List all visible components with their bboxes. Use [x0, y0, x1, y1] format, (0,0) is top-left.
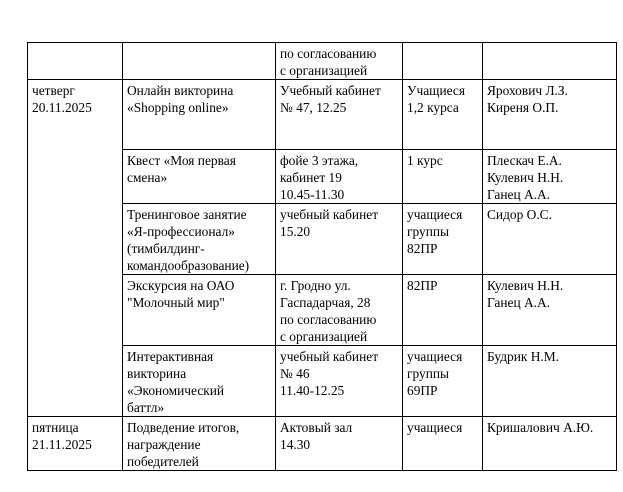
- place-cell: [276, 150, 403, 204]
- event-line: викторина: [127, 366, 187, 381]
- responsible-cell: [483, 150, 617, 204]
- event-line: Подведение итогов,: [127, 420, 240, 435]
- responsible-line: Киреня О.П.: [487, 100, 559, 115]
- event-line: «Я-профессионал»: [127, 224, 235, 239]
- place-line: 14.30: [280, 437, 311, 452]
- place-line: № 46: [280, 366, 310, 381]
- date-cell: [28, 80, 123, 417]
- audience-line: группы: [407, 366, 450, 381]
- event-cell: [123, 204, 276, 275]
- event-line: «Shopping online»: [127, 100, 229, 115]
- table-row: [28, 43, 617, 80]
- event-line: Тренинговое занятие: [127, 207, 247, 222]
- event-line: награждение: [127, 437, 201, 452]
- schedule-table: [27, 42, 617, 471]
- event-cell: [123, 275, 276, 346]
- place-line: учебный кабинет: [280, 349, 379, 364]
- event-cell: [123, 346, 276, 417]
- date-line: 21.11.2025: [32, 437, 92, 452]
- audience-cell: [403, 43, 483, 80]
- place-line: 15.20: [280, 224, 311, 239]
- event-line: победителей: [127, 454, 199, 469]
- audience-cell: [403, 80, 483, 150]
- place-line: Гаспадарчая, 28: [280, 295, 371, 310]
- responsible-line: Ганец А.А.: [487, 187, 551, 202]
- audience-line: 1,2 курса: [407, 100, 459, 115]
- responsible-cell: [483, 43, 617, 80]
- place-line: учебный кабинет: [280, 207, 379, 222]
- event-line: (тимбилдинг-: [127, 241, 205, 256]
- place-cell: [276, 80, 403, 150]
- place-line: кабинет 19: [280, 170, 342, 185]
- audience-line: 69ПР: [407, 383, 438, 398]
- audience-cell: [403, 275, 483, 346]
- responsible-cell: [483, 275, 617, 346]
- date-line: четверг: [32, 83, 75, 98]
- event-line: командообразование): [127, 258, 250, 273]
- responsible-line: Будрик Н.М.: [487, 349, 560, 364]
- audience-line: учащиеся: [407, 349, 463, 364]
- place-cell: [276, 346, 403, 417]
- event-line: Экскурсия на ОАО: [127, 278, 235, 293]
- date-cell: [28, 43, 123, 80]
- place-line: Учебный кабинет: [280, 83, 381, 98]
- responsible-line: Ярохович Л.З.: [487, 83, 568, 98]
- place-line: фойе 3 этажа,: [280, 153, 359, 168]
- place-line: 11.40-12.25: [280, 383, 345, 398]
- place-cell: [276, 417, 403, 471]
- event-line: Интерактивная: [127, 349, 214, 364]
- place-cell: [276, 275, 403, 346]
- place-line: Актовый зал: [280, 420, 353, 435]
- table-row: [28, 417, 617, 471]
- event-line: баттл»: [127, 400, 165, 415]
- audience-line: 82ПР: [407, 241, 438, 256]
- responsible-cell: [483, 80, 617, 150]
- audience-cell: [403, 204, 483, 275]
- place-line: по согласованию: [280, 46, 377, 61]
- date-cell: [28, 417, 123, 471]
- audience-cell: [403, 150, 483, 204]
- responsible-line: Кришалович А.Ю.: [487, 420, 594, 435]
- event-line: Онлайн викторина: [127, 83, 234, 98]
- place-line: 10.45-11.30: [280, 187, 345, 202]
- date-line: пятница: [32, 420, 79, 435]
- audience-line: 1 курс: [407, 153, 443, 168]
- audience-line: Учащиеся: [407, 83, 466, 98]
- responsible-cell: [483, 346, 617, 417]
- place-line: с организацией: [280, 329, 368, 344]
- responsible-line: Ганец А.А.: [487, 295, 551, 310]
- event-cell: [123, 417, 276, 471]
- responsible-cell: [483, 204, 617, 275]
- responsible-line: Кулевич Н.Н.: [487, 170, 564, 185]
- table-row: [28, 80, 617, 150]
- responsible-cell: [483, 417, 617, 471]
- place-cell: [276, 43, 403, 80]
- place-cell: [276, 204, 403, 275]
- event-line: Квест «Моя первая: [127, 153, 236, 168]
- responsible-line: Сидор О.С.: [487, 207, 552, 222]
- place-line: с организацией: [280, 63, 368, 78]
- event-line: "Молочный мир": [127, 295, 225, 310]
- event-cell: [123, 150, 276, 204]
- audience-line: группы: [407, 224, 450, 239]
- place-line: по согласованию: [280, 312, 377, 327]
- responsible-line: Кулевич Н.Н.: [487, 278, 564, 293]
- event-cell: [123, 43, 276, 80]
- responsible-line: Плескач Е.А.: [487, 153, 562, 168]
- place-line: г. Гродно ул.: [280, 278, 351, 293]
- event-line: «Экономический: [127, 383, 225, 398]
- event-line: смена»: [127, 170, 168, 185]
- place-line: № 47, 12.25: [280, 100, 347, 115]
- audience-cell: [403, 417, 483, 471]
- event-cell: [123, 80, 276, 150]
- audience-line: 82ПР: [407, 278, 438, 293]
- schedule-body: [28, 43, 617, 471]
- audience-line: учащиеся: [407, 420, 463, 435]
- date-line: 20.11.2025: [32, 100, 92, 115]
- audience-cell: [403, 346, 483, 417]
- audience-line: учащиеся: [407, 207, 463, 222]
